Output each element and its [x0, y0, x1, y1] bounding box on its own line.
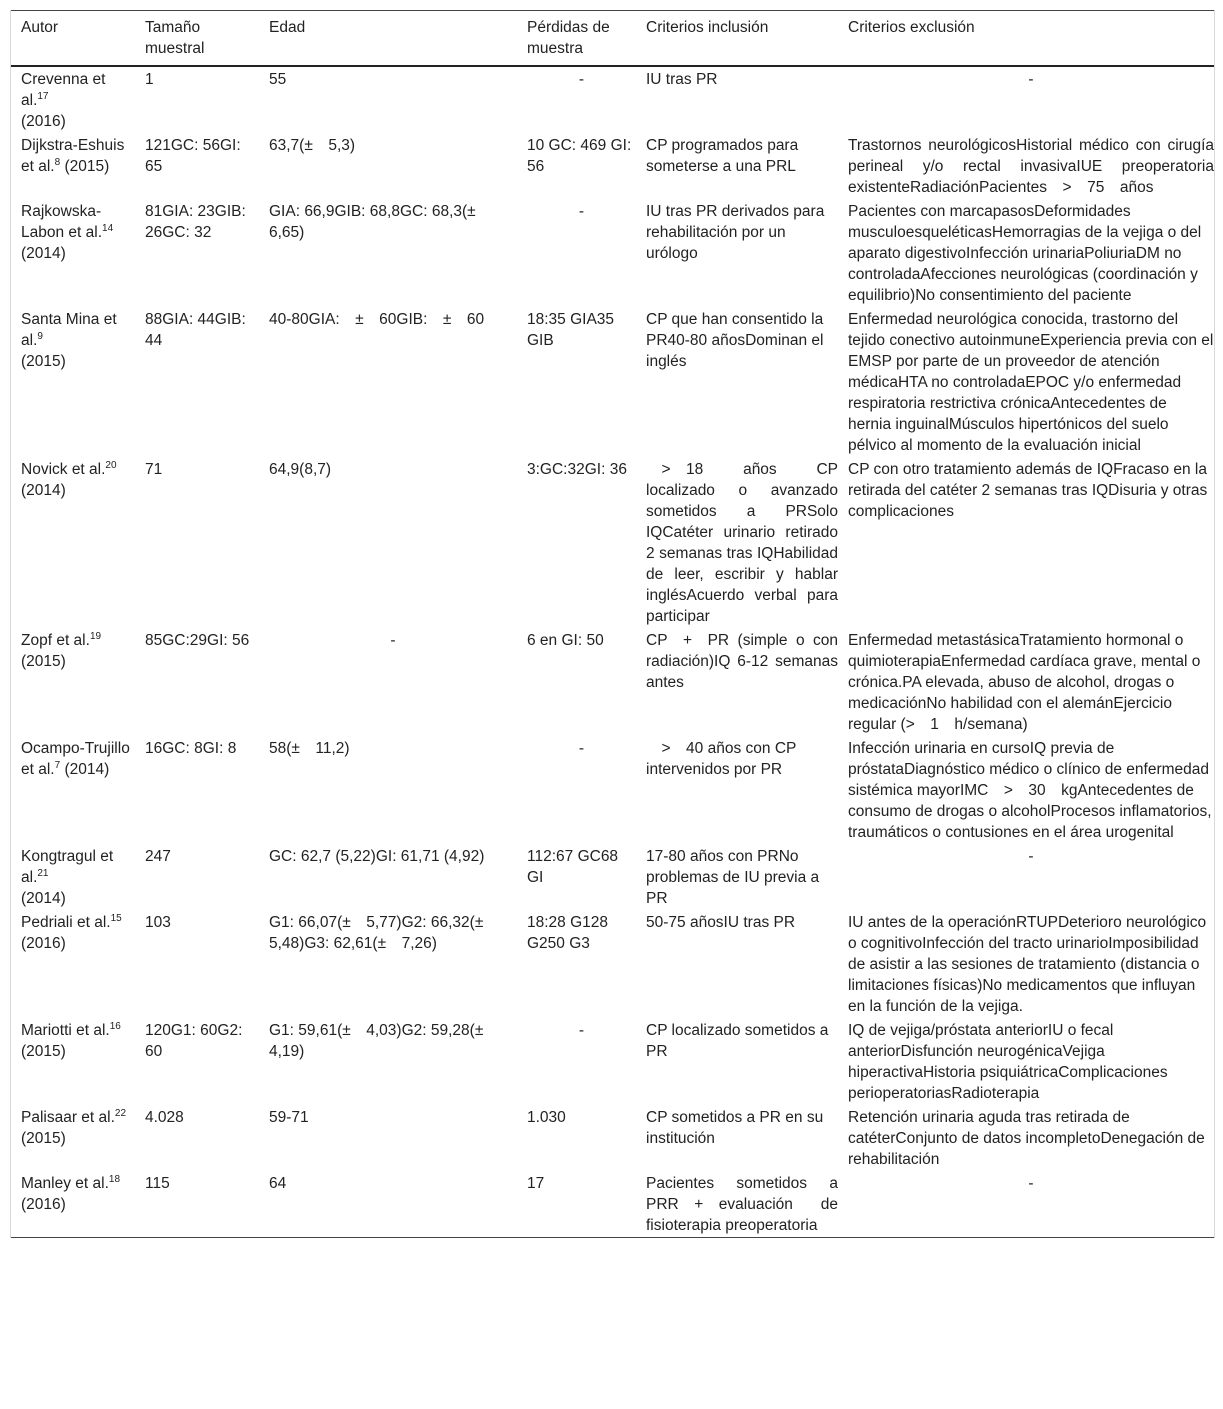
- cell-author: [11, 736, 135, 844]
- header-row: [11, 11, 1214, 67]
- cell-losses: -: [578, 71, 585, 88]
- cell-age: 63,7(± 5,3): [269, 137, 356, 154]
- cell-sample-size: 247: [145, 848, 171, 865]
- header-exclusion: Criterios exclusión: [848, 19, 975, 36]
- cell-inclusion-criteria: CP programados para someterse a una PRL: [646, 137, 799, 175]
- author-name: Pedriali et al.: [21, 914, 111, 931]
- cell-age: 64: [269, 1175, 287, 1192]
- cell-exclusion-criteria: -: [1028, 1175, 1034, 1192]
- cell-inclusion-criteria: CP que han consentido la PR40-80 añosDominan el inglés: [646, 311, 824, 370]
- cell-age: G1: 59,61(± 4,03)G2: 59,28(± 4,19): [269, 1022, 499, 1060]
- cell-sample-size: 115: [145, 1175, 170, 1192]
- cell-exclusion-criteria: IQ de vejiga/próstata anteriorIU o fecal anteriorDisfunción neurogénicaVejiga hiperactivaHistoria psiquiátricaComplicaciones perioperatoriasRadioterapia: [848, 1022, 1168, 1102]
- cell-exclusion-criteria: Enfermedad metastásicaTratamiento hormonal o quimioterapiaEnfermedad cardíaca grave, mental o crónica.PA elevada, abuso de alcohol, drogas o medicaciónNo habilidad con el alemánEjercicio regular (> 1 h/semana): [848, 632, 1201, 733]
- table-row: [11, 1018, 1214, 1105]
- table-row: [11, 844, 1214, 910]
- reference-number: 8: [54, 156, 61, 168]
- cell-inclusion-criteria: 50-75 añosIU tras PR: [646, 914, 796, 931]
- author-name: Zopf et al.: [21, 632, 90, 649]
- reference-number: 22: [114, 1107, 127, 1119]
- author-year: (2014): [21, 245, 66, 262]
- reference-number: 14: [102, 222, 114, 234]
- cell-exclusion-criteria: -: [1028, 848, 1034, 865]
- author-name: Kongtragul et al.: [21, 848, 114, 886]
- author-year: (2016): [21, 113, 66, 130]
- cell-exclusion-criteria: -: [1028, 71, 1034, 88]
- table-row: [11, 910, 1214, 1018]
- cell-inclusion-criteria: 17-80 años con PRNo problemas de IU previa a PR: [646, 848, 820, 907]
- cell-age: 55: [269, 71, 287, 88]
- cell-exclusion-criteria: Pacientes con marcapasosDeformidades musculoesqueléticasHemorragias de la vejiga o del aparato digestivoInfección urinariaPoliuriaDM no controladaAfecciones neurológicas (coordinación y equilibrio)No consentimiento del paciente: [848, 203, 1202, 304]
- cell-sample-size: 121GC: 56GI: 65: [145, 137, 241, 175]
- table-row: [11, 1171, 1214, 1238]
- author-name: Crevenna et al.: [21, 71, 106, 109]
- header-tamano-muestral: Tamaño muestral: [145, 19, 205, 57]
- table-row: [11, 133, 1214, 199]
- cell-sample-size: 16GC: 8GI: 8: [145, 740, 237, 757]
- reference-number: 17: [37, 90, 49, 102]
- cell-exclusion-criteria: Enfermedad neurológica conocida, trastorno del tejido conectivo autoinmuneExperiencia previa con el EMSP por parte de un proveedor de atención médicaHTA no controladaEPOC y/o enfermedad respiratoria restrictiva crónicaAntecedentes de hernia inguinalMúsculos hipertónicos del suelo pélvico al momento de la evaluación inicial: [848, 311, 1214, 454]
- cell-losses: 1.030: [527, 1109, 566, 1126]
- table-row: [11, 457, 1214, 628]
- cell-losses: 17: [527, 1175, 545, 1192]
- cell-exclusion-criteria: Infección urinaria en cursoIQ previa de próstataDiagnóstico médico o clínico de enfermedad sistémica mayorIMC > 30 kgAntecedentes de consumo de drogas o alcoholProcesos inflamatorios, traumáticos o contusiones en el área urogenital: [848, 740, 1212, 841]
- cell-losses: 10 GC: 469 GI: 56: [527, 137, 632, 175]
- cell-losses: 3:GC:32GI: 36: [527, 461, 627, 478]
- header-perdidas: Pérdidas de muestra: [527, 19, 610, 57]
- studies-table: [11, 10, 1214, 1238]
- cell-inclusion-criteria: Pacientes sometidos a PRR + evaluación de fisioterapia preoperatoria: [646, 1175, 838, 1234]
- cell-losses: -: [578, 740, 585, 757]
- cell-inclusion-criteria: CP + PR (simple o con radiación)IQ 6-12 semanas antes: [646, 632, 838, 691]
- cell-author: [11, 844, 135, 910]
- author-year: (2016): [21, 935, 66, 952]
- header-autor: Autor: [21, 19, 59, 36]
- reference-number: 15: [110, 912, 122, 924]
- table-row: [11, 736, 1214, 844]
- cell-author: [11, 307, 135, 457]
- cell-inclusion-criteria: CP sometidos a PR en su institución: [646, 1109, 824, 1147]
- cell-age: 58(± 11,2): [269, 740, 350, 757]
- cell-author: [11, 199, 135, 307]
- cell-age: 59-71: [269, 1109, 309, 1126]
- cell-sample-size: 85GC:29GI: 56: [145, 632, 250, 649]
- table-row: [11, 628, 1214, 736]
- cell-sample-size: 103: [145, 914, 171, 931]
- cell-inclusion-criteria: > 40 años con CP intervenidos por PR: [646, 740, 797, 778]
- cell-inclusion-criteria: > 18 años CP localizado o avanzado sometidos a PRSolo IQCatéter urinario retirado 2 semanas tras IQHabilidad de leer, escribir y hablar inglésAcuerdo verbal para participar: [646, 461, 838, 625]
- cell-exclusion-criteria: Retención urinaria aguda tras retirada de catéterConjunto de datos incompletoDenegación de rehabilitación: [848, 1109, 1205, 1168]
- author-year: (2014): [64, 761, 110, 778]
- table-row: [11, 1105, 1214, 1171]
- author-year: (2014): [21, 890, 66, 907]
- author-year: (2014): [21, 482, 66, 499]
- cell-age: GC: 62,7 (5,22)GI: 61,71 (4,92): [269, 848, 485, 865]
- cell-exclusion-criteria: CP con otro tratamiento además de IQFracaso en la retirada del catéter 2 semanas tras IQDisuria y otras complicaciones: [848, 461, 1208, 520]
- cell-sample-size: 120G1: 60G2: 60: [145, 1022, 243, 1060]
- author-year: (2015): [64, 158, 110, 175]
- author-name: Ocampo-Trujillo et al.: [21, 740, 130, 778]
- reference-number: 19: [89, 630, 102, 642]
- table-row: [11, 199, 1214, 307]
- cell-losses: 6 en GI: 50: [527, 632, 604, 649]
- cell-losses: -: [578, 203, 585, 220]
- cell-losses: 18:28 G128 G250 G3: [527, 914, 609, 952]
- cell-author: [11, 1105, 135, 1171]
- cell-author: [11, 910, 135, 1018]
- cell-sample-size: 88GIA: 44GIB: 44: [145, 311, 246, 349]
- author-year: (2015): [21, 653, 66, 670]
- cell-age: -: [390, 632, 396, 649]
- reference-number: 20: [105, 459, 117, 471]
- reference-number: 9: [37, 330, 43, 342]
- author-name: Novick et al.: [21, 461, 106, 478]
- cell-exclusion-criteria: Trastornos neurológicosHistorial médico con cirugía perineal y/o rectal invasivaIUE preoperatoria existenteRadiaciónPacientes > 75 años: [848, 137, 1214, 196]
- cell-losses: 18:35 GIA35 GIB: [527, 311, 615, 349]
- table-row: [11, 66, 1214, 133]
- reference-number: 7: [54, 759, 61, 771]
- reference-number: 21: [37, 867, 49, 879]
- cell-author: [11, 66, 135, 133]
- cell-sample-size: 1: [145, 71, 154, 88]
- cell-author: [11, 628, 135, 736]
- cell-author: [11, 457, 135, 628]
- cell-sample-size: 81GIA: 23GIB: 26GC: 32: [145, 203, 246, 241]
- cell-sample-size: 4.028: [145, 1109, 184, 1126]
- table-container: [10, 10, 1215, 1238]
- cell-losses: -: [578, 1022, 585, 1039]
- author-year: (2015): [21, 1130, 66, 1147]
- cell-age: 64,9(8,7): [269, 461, 332, 478]
- author-name: Mariotti et al.: [21, 1022, 110, 1039]
- header-inclusion: Criterios inclusión: [646, 19, 769, 36]
- cell-inclusion-criteria: CP localizado sometidos a PR: [646, 1022, 829, 1060]
- author-year: (2015): [21, 1043, 66, 1060]
- header-edad: Edad: [269, 19, 306, 36]
- cell-age: 40-80GIA: ± 60GIB: ± 60: [269, 311, 485, 328]
- cell-inclusion-criteria: IU tras PR derivados para rehabilitación por un urólogo: [646, 203, 825, 262]
- cell-age: G1: 66,07(± 5,77)G2: 66,32(± 5,48)G3: 62,61(± 7,26): [269, 914, 499, 952]
- cell-author: [11, 1018, 135, 1105]
- author-name: Palisaar et al.: [21, 1109, 115, 1126]
- cell-author: [11, 1171, 135, 1238]
- author-year: (2016): [21, 1196, 66, 1213]
- reference-number: 18: [108, 1173, 121, 1185]
- author-name: Rajkowska-Labon et al.: [21, 203, 103, 241]
- cell-sample-size: 71: [145, 461, 163, 478]
- reference-number: 16: [109, 1020, 121, 1032]
- cell-author: [11, 133, 135, 199]
- author-year: (2015): [21, 353, 66, 370]
- cell-exclusion-criteria: IU antes de la operaciónRTUPDeterioro neurológico o cognitivoInfección del tracto urinarioImposibilidad de asistir a las sesiones de tratamiento (distancia o limitaciones físicas)No medicamentos que influyan en la función de la vejiga.: [848, 914, 1207, 1015]
- cell-losses: 112:67 GC68 GI: [527, 848, 619, 886]
- cell-age: GIA: 66,9GIB: 68,8GC: 68,3(± 6,65): [269, 203, 492, 241]
- table-row: [11, 307, 1214, 457]
- author-name: Manley et al.: [21, 1175, 109, 1192]
- author-name: Santa Mina et al.: [21, 311, 117, 349]
- cell-inclusion-criteria: IU tras PR: [646, 71, 718, 88]
- author-name: Dijkstra-Eshuis et al.: [21, 137, 125, 175]
